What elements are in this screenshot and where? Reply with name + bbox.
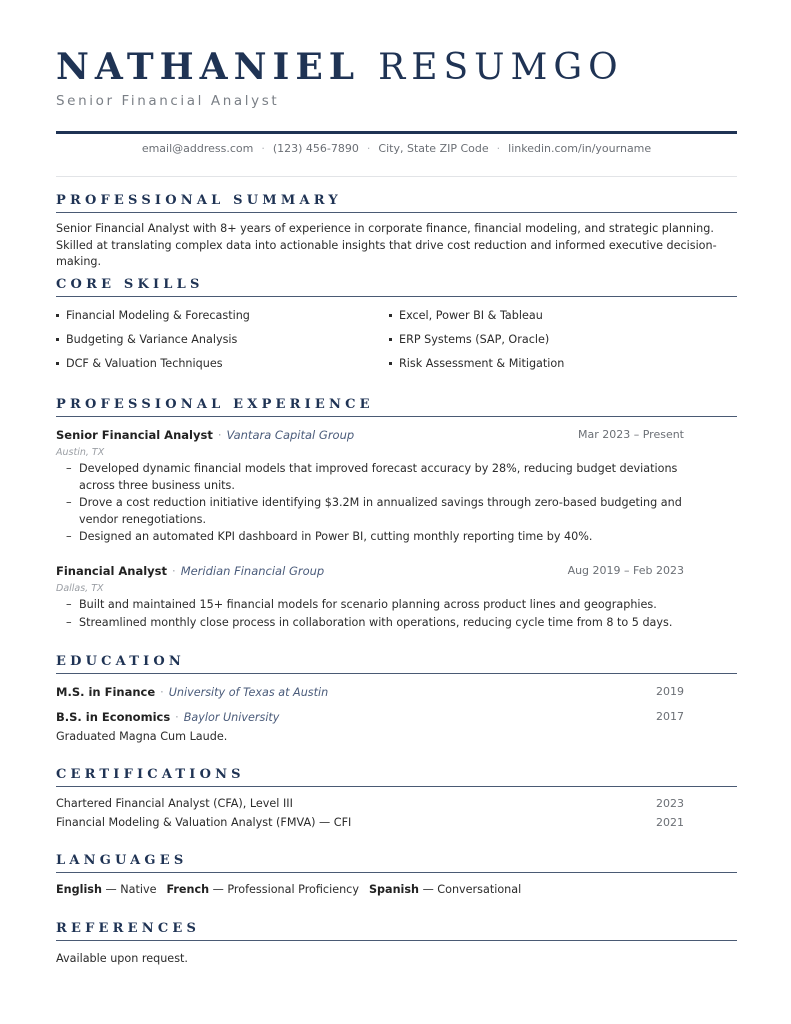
skill-item: Budgeting & Variance Analysis [56, 333, 237, 346]
bullet-icon [56, 314, 59, 317]
language-item: French — Professional Proficiency [166, 883, 359, 896]
certification-name: Financial Modeling & Valuation Analyst (FMVA) — CFI [56, 816, 352, 829]
job-bullet: – Drove a cost reduction initiative identifying $3.2M in annualized savings through zero-based budgeting and vendor renegotiations. [66, 496, 682, 526]
references-section [56, 921, 737, 971]
job-company: Meridian Financial Group [180, 564, 325, 578]
contact-phone[interactable]: (123) 456-7890 [272, 142, 359, 155]
contact-email[interactable]: email@address.com [141, 142, 254, 155]
references-heading: REFERENCES [56, 921, 737, 941]
job-location: Austin, TX [56, 447, 105, 458]
school: University of Texas at Austin [168, 686, 329, 699]
experience-section [56, 397, 737, 647]
bullet-icon [389, 338, 392, 341]
references-text: Available upon request. [56, 952, 188, 965]
education-separator: · [175, 711, 179, 724]
languages-heading: LANGUAGES [56, 853, 737, 873]
bullet-icon [389, 314, 392, 317]
summary-section [56, 193, 737, 271]
job-bullet: – Designed an automated KPI dashboard in Power BI, cutting monthly reporting time by 40%. [66, 530, 593, 543]
education-year: 2019 [656, 685, 684, 698]
language-item: Spanish — Conversational [368, 883, 522, 896]
school: Baylor University [183, 711, 280, 724]
skill-item: Financial Modeling & Forecasting [56, 309, 250, 322]
skills-heading: CORE SKILLS [56, 277, 737, 297]
skill-item: DCF & Valuation Techniques [56, 357, 223, 370]
certifications-heading: CERTIFICATIONS [56, 767, 737, 787]
job-dates: Aug 2019 – Feb 2023 [567, 564, 684, 577]
education-note: Graduated Magna Cum Laude. [56, 730, 228, 743]
education-section [56, 654, 737, 754]
job-role: Financial Analyst [56, 564, 168, 578]
skill-item: Risk Assessment & Mitigation [389, 357, 564, 370]
job-role: Senior Financial Analyst [56, 428, 213, 442]
summary-text: Senior Financial Analyst with 8+ years of experience in corporate finance, financial modeling, and strategic planning. Skilled at translating complex data into actionable insights that drive cost reduction and informed executive decision-making. [56, 222, 717, 268]
job-location: Dallas, TX [56, 583, 104, 594]
certification-year: 2021 [656, 816, 684, 829]
experience-heading: PROFESSIONAL EXPERIENCE [56, 397, 737, 417]
job-header [56, 564, 684, 578]
language-item: English — Native [56, 883, 157, 896]
bullet-icon [56, 338, 59, 341]
education-year: 2017 [656, 710, 684, 723]
contact-linkedin[interactable]: linkedin.com/in/yourname [508, 142, 652, 155]
education-heading: EDUCATION [56, 654, 737, 674]
education-item [56, 710, 684, 724]
certification-item [56, 797, 684, 810]
job-bullet: – Built and maintained 15+ financial models for scenario planning across product lines and geographies. [66, 598, 657, 611]
first-name: NATHANIEL [56, 46, 361, 88]
header-divider [56, 131, 737, 134]
languages-line [56, 883, 684, 896]
job-title: Senior Financial Analyst [56, 93, 280, 109]
languages-section [56, 853, 737, 903]
certification-name: Chartered Financial Analyst (CFA), Level III [56, 797, 293, 810]
summary-heading: PROFESSIONAL SUMMARY [56, 193, 737, 213]
job-separator: · [172, 564, 176, 578]
job-bullet: – Developed dynamic financial models that improved forecast accuracy by 28%, reducing budget deviations across three business units. [66, 462, 678, 492]
contact-line [56, 142, 737, 155]
skills-list [56, 297, 737, 377]
certifications-section [56, 767, 737, 837]
certification-year: 2023 [656, 797, 684, 810]
degree: M.S. in Finance [56, 685, 156, 699]
contact-address: City, State ZIP Code [378, 142, 489, 155]
degree: B.S. in Economics [56, 710, 171, 724]
contact-separator: · [261, 142, 265, 155]
education-separator: · [160, 686, 164, 699]
job-bullet: – Streamlined monthly close process in collaboration with operations, reducing cycle time from 8 to 5 days. [66, 616, 673, 629]
certification-item [56, 816, 684, 829]
skill-item: ERP Systems (SAP, Oracle) [389, 333, 549, 346]
job-company: Vantara Capital Group [226, 428, 355, 442]
education-item [56, 685, 684, 699]
skills-section [56, 277, 737, 377]
candidate-name [56, 46, 624, 88]
skill-item: Excel, Power BI & Tableau [389, 309, 543, 322]
contact-divider [56, 176, 737, 177]
contact-separator: · [496, 142, 501, 155]
last-name: RESUMGO [378, 47, 624, 88]
job-header [56, 428, 684, 442]
job-dates: Mar 2023 – Present [577, 428, 684, 441]
bullet-icon [56, 362, 59, 365]
contact-separator: · [366, 142, 371, 155]
job-separator: · [217, 428, 222, 442]
bullet-icon [389, 362, 392, 365]
